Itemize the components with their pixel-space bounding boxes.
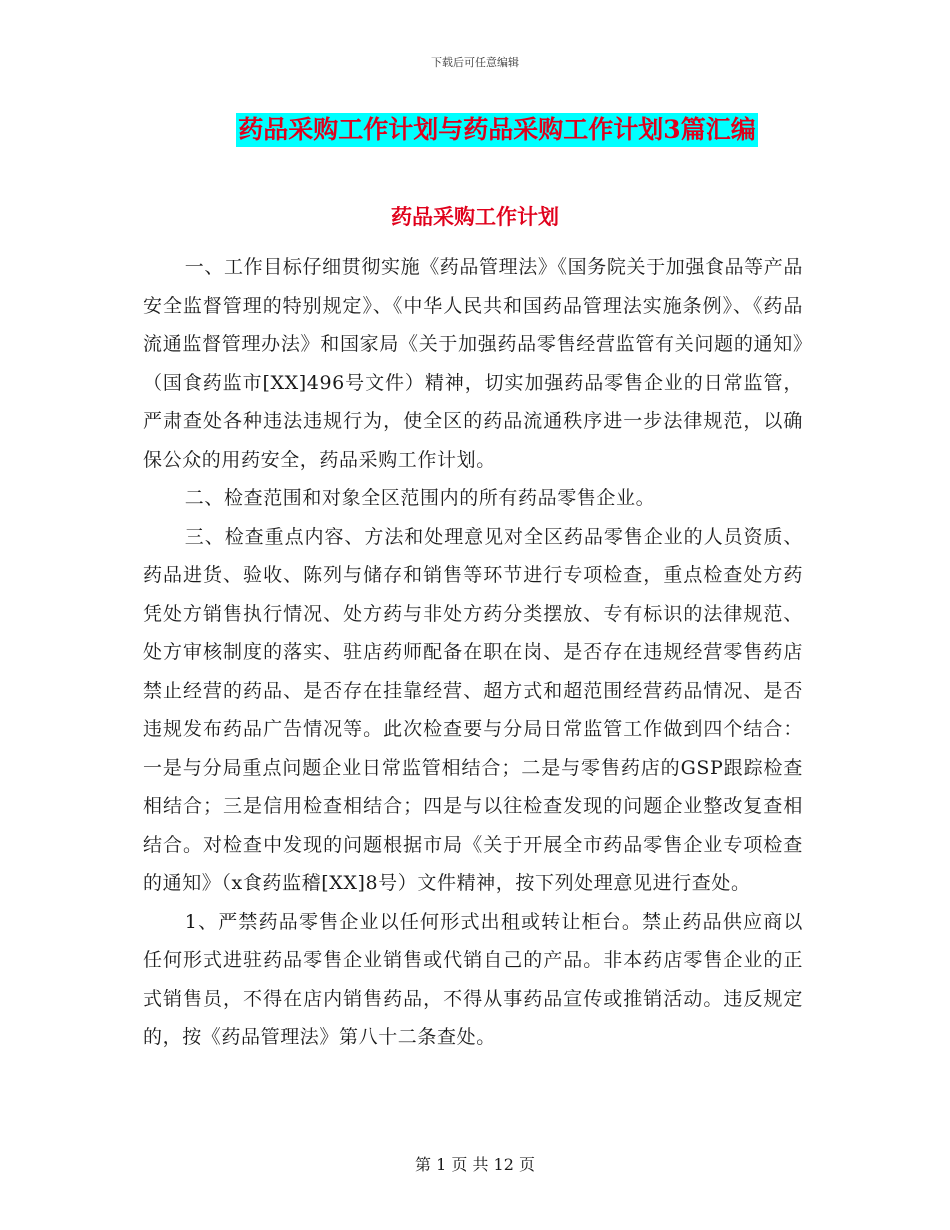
paragraph-4: 1、严禁药品零售企业以任何形式出租或转让柜台。禁止药品供应商以任何形式进驻药品零售企业销售或代销自己的产品。非本药店零售企业的正式销售员，不得在店内销售药品，不得从事药品宣传或推销活动。违反规定的，按《药品管理法》第八十二条查处。 <box>143 910 803 1048</box>
document-body <box>143 248 803 1057</box>
page-footer: 第 1 页 共 12 页 <box>415 1155 535 1174</box>
document-main-title: 药品采购工作计划与药品采购工作计划3篇汇编 <box>236 113 757 147</box>
page-header-note: 下载后可任意编辑 <box>431 56 519 69</box>
paragraph-1: 一、工作目标仔细贯彻实施《药品管理法》《国务院关于加强食品等产品安全监督管理的特别规定》、《中华人民共和国药品管理法实施条例》、《药品流通监督管理办法》和国家局《关于加强药品零售经营监管有关问题的通知》（国食药监市[XX]496号文件）精神，切实加强药品零售企业的日常监管，严肃查处各种违法违规行为，使全区的药品流通秩序进一步法律规范，以确保公众的用药安全，药品采购工作计划。 <box>143 256 803 471</box>
paragraph-3: 三、检查重点内容、方法和处理意见对全区药品零售企业的人员资质、药品进货、验收、陈列与储存和销售等环节进行专项检查，重点检查处方药凭处方销售执行情况、处方药与非处方药分类摆放、专有标识的法律规范、处方审核制度的落实、驻店药师配备在职在岗、是否存在违规经营零售药店禁止经营的药品、是否存在挂靠经营、超方式和超范围经营药品情况、是否违规发布药品广告情况等。此次检查要与分局日常监管工作做到四个结合：一是与分局重点问题企业日常监管相结合；二是与零售药店的GSP跟踪检查相结合；三是信用检查相结合；四是与以往检查发现的问题企业整改复查相结合。对检查中发现的问题根据市局《关于开展全市药品零售企业专项检查的通知》（x食药监稽[XX]8号）文件精神，按下列处理意见进行查处。 <box>143 525 803 894</box>
main-title-container <box>0 113 950 147</box>
section-title: 药品采购工作计划 <box>391 204 559 229</box>
paragraph-2: 二、检查范围和对象全区范围内的所有药品零售企业。 <box>184 487 656 509</box>
